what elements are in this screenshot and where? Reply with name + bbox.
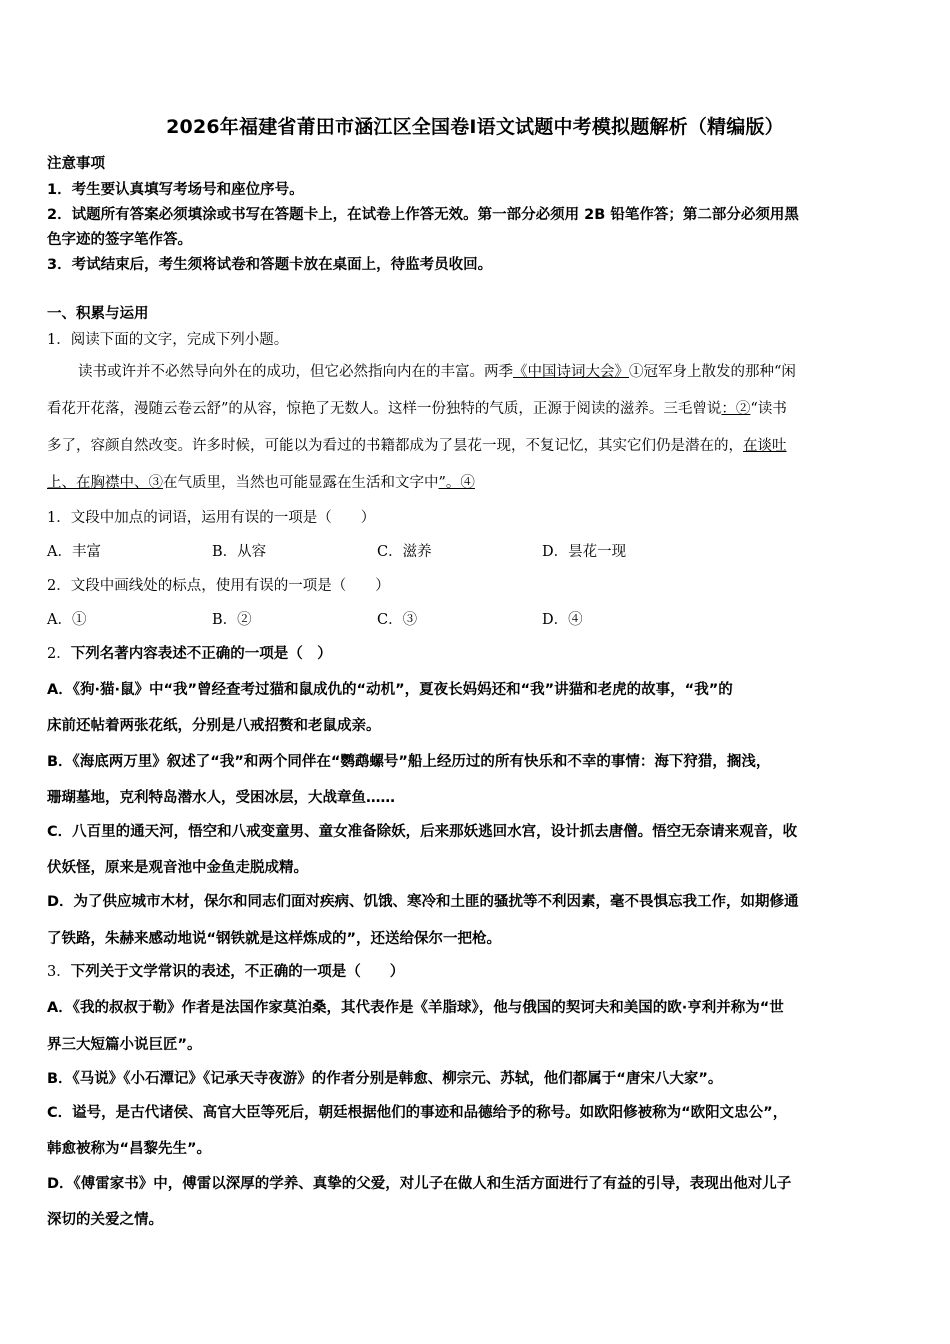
q1-underlined-punct-4: ”。④ [438, 475, 475, 491]
q2-option-a-line-2: 床前还帖着两张花纸，分别是八戒招赘和老鼠成亲。 [47, 718, 381, 734]
q3-option-d-line-2: 深切的关爱之情。 [47, 1212, 163, 1228]
q2-option-d-line-2: 了铁路，朱赫来感动地说“钢铁就是这样炼成的”，还送给保尔一把枪。 [47, 931, 502, 947]
q1-stem: 1．阅读下面的文字，完成下列小题。 [47, 332, 289, 348]
q1-sub1-option-b[interactable]: B．从容 [212, 544, 267, 560]
q1-passage-line-1 [47, 360, 907, 381]
q1-sub2-option-d[interactable]: D．④ [542, 612, 583, 628]
q1-passage-text: 多了，容颜自然改变。许多时候，可能以为看过的书籍都成为了昙花一现，不复记忆，其实它们仍是潜在的， [47, 438, 743, 454]
q2-option-c-line-2: 伏妖怪，原来是观音池中金鱼走脱成精。 [47, 860, 308, 876]
q1-passage-book-title: 《中国诗词大会》 [513, 364, 629, 380]
q1-sub1-option-d[interactable]: D．昙花一现 [542, 544, 627, 560]
notice-item-1: 1．考生要认真填写考场号和座位序号。 [47, 182, 304, 198]
q1-sub-question-1: 1．文段中加点的词语，运用有误的一项是（ ） [47, 510, 376, 526]
q1-underlined-punct-3: 上、在胸襟中、③ [47, 475, 163, 491]
q1-underlined-punct-2: ：② [721, 401, 751, 417]
q3-option-c-line-2: 韩愈被称为“昌黎先生”。 [47, 1141, 212, 1157]
q1-passage-text: ①冠军身上散发的那种“闲 [629, 364, 796, 380]
q1-passage-text: 读书或许并不必然导向外在的成功，但它必然指向内在的丰富。两季 [78, 364, 513, 380]
q2-stem-text: 下列名著内容表述不正确的一项是（ ） [70, 646, 332, 662]
q1-sub2-option-a[interactable]: A．① [47, 612, 87, 628]
q1-passage-text: “读书 [750, 401, 787, 417]
q1-passage-line-3 [47, 434, 907, 455]
q3-option-d-line-1[interactable]: D．《傅雷家书》中，傅雷以深厚的学养、真挚的父爱，对儿子在做人和生活方面进行了有益的引导，表现出他对儿子 [47, 1176, 792, 1192]
q2-stem [47, 642, 907, 663]
q1-underlined-text: 在谈吐 [743, 438, 787, 454]
q3-stem [47, 960, 907, 981]
q1-sub1-option-c[interactable]: C．滋养 [377, 544, 432, 560]
q1-sub-question-2: 2．文段中画线处的标点，使用有误的一项是（ ） [47, 578, 390, 594]
notice-heading: 注意事项 [47, 156, 105, 172]
q1-sub2-option-c[interactable]: C．③ [377, 612, 418, 628]
q2-option-c-line-1[interactable]: C．八百里的通天河，悟空和八戒变童男、童女准备除妖，后来那妖逃回水宫，设计抓去唐僧。悟空无奈请来观音，收 [47, 824, 798, 840]
section-heading: 一、积累与运用 [47, 306, 149, 322]
q3-stem-text: 下列关于文学常识的表述，不正确的一项是（ ） [70, 964, 405, 980]
q2-option-a-line-1[interactable]: A．《狗·猫·鼠》中“我”曾经查考过猫和鼠成仇的“动机”，夏夜长妈妈还和“我”讲猫和老虎的故事，“我”的 [47, 682, 733, 698]
q3-number: 3． [47, 964, 71, 980]
q1-passage-text: 在气质里，当然也可能显露在生活和文字中 [163, 475, 439, 491]
q1-sub1-option-a[interactable]: A．丰富 [47, 544, 101, 560]
q3-option-a-line-1[interactable]: A．《我的叔叔于勒》作者是法国作家莫泊桑，其代表作是《羊脂球》，他与俄国的契诃夫和美国的欧·亨利并称为“世 [47, 1000, 784, 1016]
q2-option-b-line-2: 珊瑚墓地，克利特岛潜水人，受困冰层，大战章鱼…… [47, 790, 395, 806]
q1-passage-text: 看花开花落，漫随云卷云舒”的从容，惊艳了无数人。这样一份独特的气质，正源于阅读的滋养。三毛曾说 [47, 401, 722, 417]
q3-option-c-line-1[interactable]: C．谥号，是古代诸侯、高官大臣等死后，朝廷根据他们的事迹和品德给予的称号。如欧阳修被称为“欧阳文忠公”， [47, 1105, 788, 1121]
q3-option-b-line-1[interactable]: B．《马说》《小石潭记》《记承天寺夜游》的作者分别是韩愈、柳宗元、苏轼，他们都属于“唐宋八大家”。 [47, 1071, 723, 1087]
notice-item-2-line-2: 色字迹的签字笔作答。 [47, 232, 192, 248]
q1-passage-line-2 [47, 397, 907, 418]
q3-option-a-line-2: 界三大短篇小说巨匠”。 [47, 1037, 202, 1053]
page-title: 2026年福建省莆田市涵江区全国卷Ⅰ语文试题中考模拟题解析（精编版） [166, 116, 784, 138]
q2-option-b-line-1[interactable]: B．《海底两万里》叙述了“我”和两个同伴在“鹦鹉螺号”船上经历过的所有快乐和不幸的事情：海下狩猎，搁浅， [47, 754, 771, 770]
q2-option-d-line-1[interactable]: D．为了供应城市木材，保尔和同志们面对疾病、饥饿、寒冷和土匪的骚扰等不利因素，毫不畏惧忘我工作，如期修通 [47, 894, 799, 910]
q2-number: 2． [47, 646, 71, 662]
q1-sub2-option-b[interactable]: B．② [212, 612, 252, 628]
notice-item-2-line-1: 2．试题所有答案必须填涂或书写在答题卡上，在试卷上作答无效。第一部分必须用 2B 铅笔作答；第二部分必须用黑 [47, 207, 799, 223]
notice-item-3: 3．考试结束后，考生须将试卷和答题卡放在桌面上，待监考员收回。 [47, 257, 493, 273]
q1-passage-line-4 [47, 471, 907, 492]
